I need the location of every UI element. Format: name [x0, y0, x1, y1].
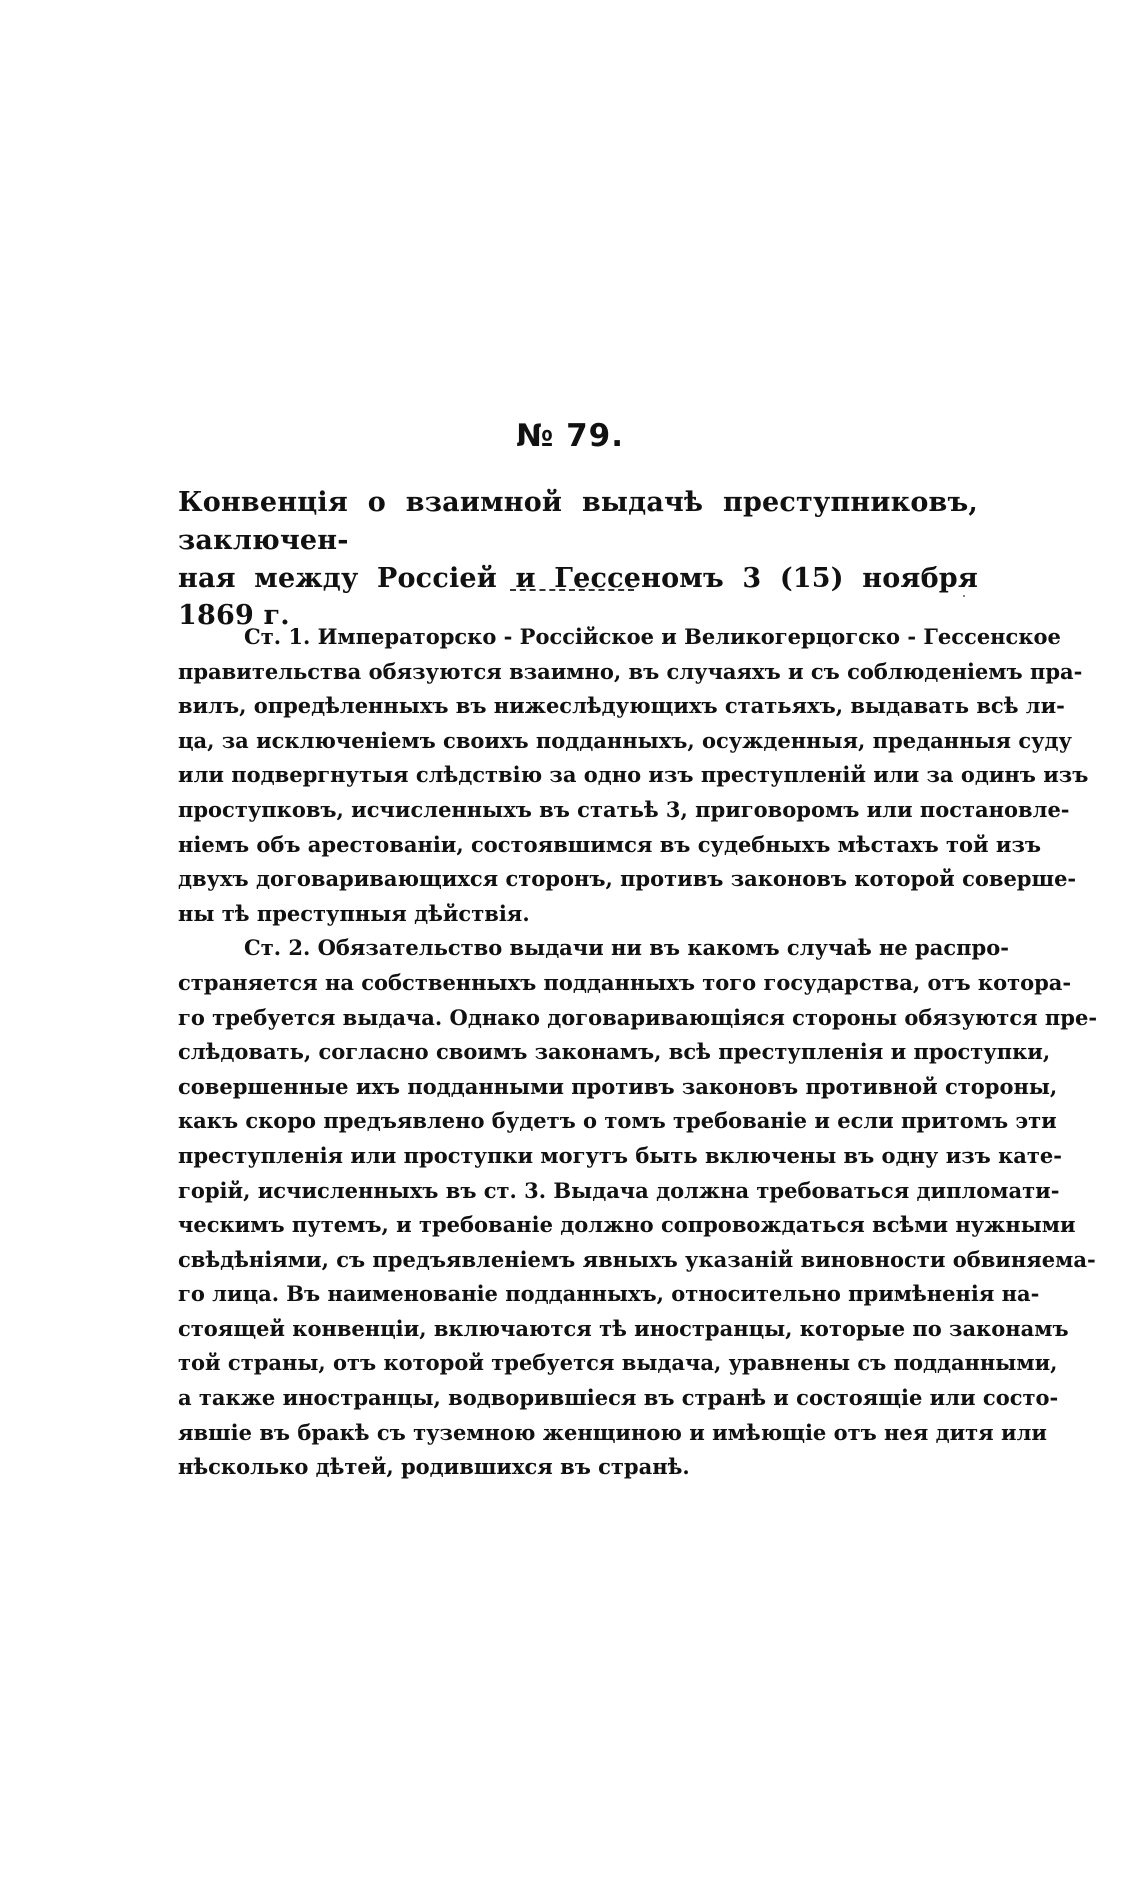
text-line: Ст. 2. Обязательство выдачи ни въ какомъ случаѣ не распро- — [244, 935, 1009, 961]
document-title — [178, 484, 978, 635]
text-line: проступковъ, исчисленныхъ въ статьѣ 3, приговоромъ или постановле- — [178, 796, 1070, 822]
text-line: нѣсколько дѣтей, родившихся въ странѣ. — [178, 1454, 690, 1480]
article-2 — [178, 931, 1098, 1485]
document-body — [178, 620, 1098, 1485]
article-1 — [178, 620, 1089, 931]
text-line: ніемъ объ арестованіи, состоявшимся въ судебныхъ мѣстахъ той изъ — [178, 831, 1042, 857]
text-line: какъ скоро предъявлено будетъ о томъ требованіе и если притомъ эти — [178, 1108, 1057, 1134]
text-line: явшіе въ бракѣ съ туземною женщиною и имѣющіе отъ нея дитя или — [178, 1419, 1047, 1445]
text-line: го лица. Въ наименованіе подданныхъ, относительно примѣненія на- — [178, 1281, 1040, 1307]
text-line: ческимъ путемъ, и требованіе должно сопровождаться всѣми нужными — [178, 1212, 1076, 1238]
title-line: Конвенція о взаимной выдачѣ преступниковъ, заключен- — [178, 487, 978, 556]
text-line: Ст. 1. Императорско - Россійское и Великогерцогско - Гессенское — [244, 624, 1061, 649]
title-divider — [510, 589, 634, 591]
print-speck — [963, 595, 965, 597]
text-line: ны тѣ преступныя дѣйствія. — [178, 900, 530, 926]
text-line: го требуется выдача. Однако договаривающіяся стороны обязуются пре- — [178, 1004, 1098, 1030]
text-line: ца, за исключеніемъ своихъ подданныхъ, осужденныя, преданныя суду — [178, 727, 1072, 753]
text-line: двухъ договаривающихся сторонъ, противъ законовъ которой соверше- — [178, 866, 1077, 892]
document-number: № 79. — [515, 418, 624, 454]
text-line: свѣдѣніями, съ предъявленіемъ явныхъ указаній виновности обвиняема- — [178, 1246, 1096, 1272]
text-line: стоящей конвенціи, включаются тѣ иностранцы, которые по законамъ — [178, 1315, 1069, 1341]
text-line: а также иностранцы, водворившіеся въ странѣ и состоящіе или состо- — [178, 1385, 1059, 1411]
text-line: страняется на собственныхъ подданныхъ того государства, отъ которa- — [178, 969, 1072, 995]
title-line: ная между Россіей и Гессеномъ 3 (15) ноября 1869 г. — [178, 562, 978, 632]
text-line: преступленія или проступки могутъ быть включены въ одну изъ кате- — [178, 1142, 1062, 1168]
text-line: или подвергнутыя слѣдствію за одно изъ преступленій или за одинъ изъ — [178, 762, 1089, 788]
text-line: горій, исчисленныхъ въ ст. 3. Выдача должна требоваться дипломати- — [178, 1177, 1060, 1203]
text-line: вилъ, опредѣленныхъ въ нижеслѣдующихъ статьяхъ, выдавать всѣ ли- — [178, 693, 1065, 719]
text-line: правительства обязуются взаимно, въ случаяхъ и съ соблюденіемъ пра- — [178, 658, 1083, 684]
text-line: той страны, отъ которой требуется выдача, уравнены съ подданными, — [178, 1350, 1058, 1376]
text-line: слѣдовать, согласно своимъ законамъ, всѣ преступленія и проступки, — [178, 1039, 1051, 1065]
text-line: совершенные ихъ подданными противъ законовъ противной стороны, — [178, 1073, 1058, 1099]
